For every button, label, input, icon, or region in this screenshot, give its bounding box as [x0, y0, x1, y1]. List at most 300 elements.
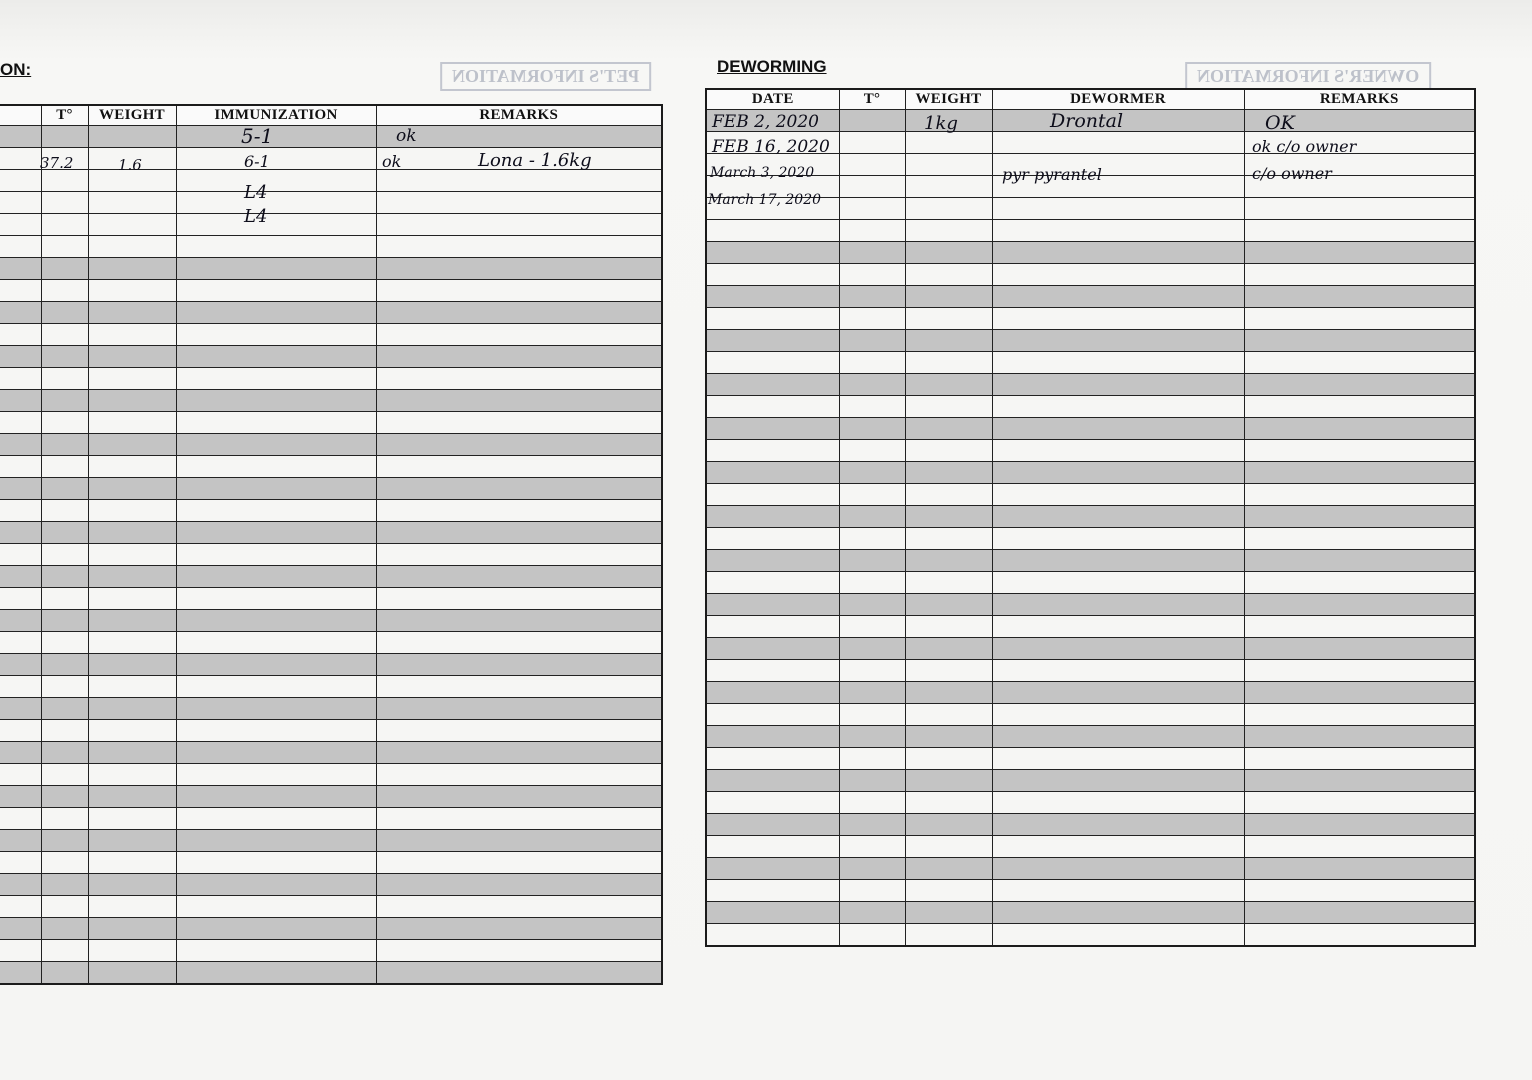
table-cell — [0, 258, 41, 280]
table-cell — [839, 748, 905, 770]
table-cell — [839, 220, 905, 242]
table-row — [0, 720, 662, 742]
table-cell — [176, 676, 376, 698]
table-cell — [41, 302, 88, 324]
table-cell — [905, 418, 992, 440]
table-cell — [839, 506, 905, 528]
table-cell — [88, 214, 176, 236]
table-cell — [992, 440, 1244, 462]
table-cell — [706, 330, 839, 352]
table-cell — [992, 352, 1244, 374]
table-cell — [839, 770, 905, 792]
table-cell — [839, 616, 905, 638]
hw-dew-date-4: March 17, 2020 — [708, 192, 822, 208]
table-cell — [905, 660, 992, 682]
table-cell — [706, 264, 839, 286]
table-cell — [839, 308, 905, 330]
table-cell — [88, 390, 176, 412]
hw-dew-row1-dewormer: Drontal — [1050, 110, 1124, 132]
table-cell — [376, 280, 662, 302]
table-cell — [41, 258, 88, 280]
table-row — [0, 478, 662, 500]
table-cell — [905, 330, 992, 352]
vaccination-header-row — [0, 105, 662, 126]
table-cell — [905, 462, 992, 484]
table-cell — [0, 742, 41, 764]
table-cell — [992, 484, 1244, 506]
table-cell — [88, 698, 176, 720]
table-cell — [992, 748, 1244, 770]
table-cell — [41, 390, 88, 412]
table-cell — [376, 214, 662, 236]
table-cell — [1244, 264, 1475, 286]
table-cell — [41, 346, 88, 368]
table-cell — [0, 148, 41, 170]
table-cell — [0, 808, 41, 830]
table-cell — [0, 720, 41, 742]
table-cell — [376, 896, 662, 918]
table-cell — [992, 682, 1244, 704]
table-cell — [1244, 286, 1475, 308]
table-cell — [839, 836, 905, 858]
table-cell — [992, 462, 1244, 484]
table-cell — [992, 198, 1244, 220]
table-row — [0, 566, 662, 588]
hw-vacc-row4-immunization: L4 — [244, 206, 268, 227]
table-cell — [1244, 594, 1475, 616]
table-row — [706, 374, 1475, 396]
table-cell — [176, 368, 376, 390]
table-row — [706, 264, 1475, 286]
table-cell — [376, 170, 662, 192]
table-cell — [992, 242, 1244, 264]
table-cell — [88, 874, 176, 896]
table-cell — [0, 654, 41, 676]
hw-vacc-row2-remarks-short: ok — [382, 152, 402, 171]
table-cell — [1244, 704, 1475, 726]
table-cell — [839, 396, 905, 418]
table-cell — [88, 676, 176, 698]
table-cell — [41, 918, 88, 940]
table-cell — [88, 346, 176, 368]
table-cell — [839, 550, 905, 572]
table-row — [0, 302, 662, 324]
table-cell — [41, 522, 88, 544]
hw-vacc-row3-immunization: L4 — [244, 182, 268, 203]
table-row — [0, 346, 662, 368]
table-cell — [905, 880, 992, 902]
table-cell — [706, 704, 839, 726]
table-cell — [88, 764, 176, 786]
table-cell — [376, 456, 662, 478]
table-cell — [706, 814, 839, 836]
table-cell — [992, 132, 1244, 154]
table-cell — [1244, 858, 1475, 880]
table-row — [0, 808, 662, 830]
table-cell — [1244, 836, 1475, 858]
table-cell — [992, 638, 1244, 660]
table-cell — [905, 286, 992, 308]
table-cell — [905, 858, 992, 880]
table-cell — [905, 924, 992, 947]
table-cell — [706, 396, 839, 418]
table-cell — [839, 440, 905, 462]
table-row — [706, 352, 1475, 374]
table-cell — [0, 962, 41, 985]
table-cell — [992, 924, 1244, 947]
table-row — [706, 396, 1475, 418]
table-cell — [176, 324, 376, 346]
table-cell — [41, 720, 88, 742]
table-cell — [176, 654, 376, 676]
table-cell — [88, 544, 176, 566]
col-weight: WEIGHT — [88, 105, 176, 126]
table-cell — [706, 374, 839, 396]
table-row — [0, 654, 662, 676]
table-row — [706, 528, 1475, 550]
table-cell — [88, 368, 176, 390]
table-cell — [0, 566, 41, 588]
table-row — [706, 814, 1475, 836]
table-cell — [905, 352, 992, 374]
table-cell — [1244, 528, 1475, 550]
deworming-header-row — [706, 89, 1475, 110]
table-cell — [839, 352, 905, 374]
table-cell — [706, 418, 839, 440]
table-cell — [1244, 726, 1475, 748]
table-row — [0, 742, 662, 764]
table-cell — [376, 808, 662, 830]
vaccination-table — [0, 104, 663, 985]
table-cell — [905, 814, 992, 836]
table-row — [0, 698, 662, 720]
table-cell — [1244, 902, 1475, 924]
table-cell — [706, 550, 839, 572]
table-cell — [905, 176, 992, 198]
vaccination-body — [0, 126, 662, 985]
table-cell — [41, 170, 88, 192]
col-temp: T° — [41, 105, 88, 126]
hw-vacc-row1-remarks: ok — [396, 126, 417, 146]
table-cell — [88, 742, 176, 764]
table-cell — [41, 588, 88, 610]
table-cell — [905, 440, 992, 462]
table-cell — [88, 500, 176, 522]
table-cell — [176, 126, 376, 148]
table-cell — [176, 918, 376, 940]
table-cell — [0, 324, 41, 346]
table-cell — [706, 660, 839, 682]
table-cell — [1244, 330, 1475, 352]
table-cell — [41, 698, 88, 720]
table-cell — [992, 286, 1244, 308]
hw-dew-date-3: March 3, 2020 — [710, 165, 815, 181]
table-cell — [0, 764, 41, 786]
table-cell — [992, 220, 1244, 242]
table-row — [0, 456, 662, 478]
table-cell — [176, 236, 376, 258]
table-row — [0, 632, 662, 654]
table-cell — [1244, 924, 1475, 947]
table-cell — [88, 786, 176, 808]
table-cell — [0, 500, 41, 522]
table-row — [0, 126, 662, 148]
table-row — [0, 588, 662, 610]
table-row — [0, 258, 662, 280]
table-cell — [0, 126, 41, 148]
table-cell — [905, 220, 992, 242]
table-row — [706, 462, 1475, 484]
table-cell — [41, 786, 88, 808]
bleed-owners-information: OWNER'S INFORMATION — [1185, 62, 1431, 91]
table-row — [706, 506, 1475, 528]
table-cell — [41, 896, 88, 918]
table-cell — [839, 418, 905, 440]
table-cell — [1244, 638, 1475, 660]
table-cell — [992, 330, 1244, 352]
table-cell — [41, 126, 88, 148]
table-cell — [839, 462, 905, 484]
table-cell — [706, 528, 839, 550]
table-cell — [0, 918, 41, 940]
table-cell — [176, 412, 376, 434]
table-cell — [706, 506, 839, 528]
table-cell — [992, 726, 1244, 748]
table-cell — [992, 572, 1244, 594]
table-cell — [41, 566, 88, 588]
table-cell — [376, 236, 662, 258]
table-cell — [1244, 748, 1475, 770]
table-cell — [376, 258, 662, 280]
table-row — [0, 434, 662, 456]
table-cell — [0, 434, 41, 456]
table-row — [0, 896, 662, 918]
table-cell — [0, 544, 41, 566]
table-cell — [992, 550, 1244, 572]
table-cell — [88, 940, 176, 962]
table-cell — [176, 544, 376, 566]
table-row — [706, 308, 1475, 330]
table-cell — [706, 462, 839, 484]
table-cell — [176, 280, 376, 302]
table-cell — [376, 610, 662, 632]
table-cell — [376, 654, 662, 676]
table-cell — [839, 704, 905, 726]
table-row — [706, 440, 1475, 462]
table-cell — [41, 214, 88, 236]
table-cell — [176, 720, 376, 742]
table-cell — [88, 962, 176, 985]
table-cell — [41, 808, 88, 830]
table-row — [706, 880, 1475, 902]
table-row — [706, 770, 1475, 792]
table-cell — [88, 280, 176, 302]
hw-vacc-row2-immunization: 6-1 — [244, 152, 270, 171]
table-cell — [992, 264, 1244, 286]
table-cell — [0, 610, 41, 632]
table-cell — [376, 764, 662, 786]
table-cell — [992, 374, 1244, 396]
table-cell — [176, 258, 376, 280]
table-cell — [88, 478, 176, 500]
table-cell — [706, 308, 839, 330]
table-cell — [41, 434, 88, 456]
vaccination-title-fragment: ON: — [0, 60, 32, 79]
hw-dew-date-2: FEB 16, 2020 — [712, 137, 830, 157]
table-cell — [1244, 770, 1475, 792]
table-cell — [376, 544, 662, 566]
table-cell — [41, 236, 88, 258]
table-cell — [176, 390, 376, 412]
table-cell — [0, 676, 41, 698]
table-cell — [905, 770, 992, 792]
table-cell — [706, 726, 839, 748]
table-row — [0, 544, 662, 566]
table-cell — [376, 126, 662, 148]
table-cell — [376, 412, 662, 434]
table-cell — [1244, 616, 1475, 638]
hw-dew-row3-dewormer: pyr pyrantel — [1002, 165, 1102, 184]
table-cell — [1244, 352, 1475, 374]
table-cell — [905, 594, 992, 616]
table-cell — [839, 638, 905, 660]
table-cell — [0, 522, 41, 544]
table-cell — [0, 940, 41, 962]
table-cell — [176, 764, 376, 786]
table-cell — [0, 368, 41, 390]
table-row — [706, 726, 1475, 748]
deworming-table — [705, 88, 1476, 947]
hw-dew-row2-remarks: ok c/o owner — [1252, 137, 1357, 156]
table-row — [706, 330, 1475, 352]
table-cell — [41, 676, 88, 698]
table-row — [706, 924, 1475, 947]
table-cell — [905, 506, 992, 528]
table-cell — [905, 682, 992, 704]
table-cell — [176, 588, 376, 610]
hw-dew-row1-weight: 1kg — [924, 113, 958, 134]
table-cell — [0, 456, 41, 478]
table-cell — [176, 192, 376, 214]
table-cell — [905, 638, 992, 660]
table-cell — [905, 484, 992, 506]
table-cell — [839, 374, 905, 396]
table-cell — [839, 110, 905, 132]
table-cell — [376, 346, 662, 368]
table-cell — [41, 412, 88, 434]
table-cell — [905, 792, 992, 814]
table-cell — [176, 214, 376, 236]
table-cell — [176, 456, 376, 478]
table-row — [706, 594, 1475, 616]
table-cell — [376, 962, 662, 985]
table-cell — [706, 858, 839, 880]
table-cell — [0, 874, 41, 896]
table-cell — [839, 264, 905, 286]
table-cell — [992, 814, 1244, 836]
table-cell — [376, 830, 662, 852]
table-cell — [376, 786, 662, 808]
table-cell — [0, 412, 41, 434]
table-cell — [839, 726, 905, 748]
table-cell — [905, 396, 992, 418]
table-cell — [0, 698, 41, 720]
table-cell — [992, 792, 1244, 814]
table-row — [706, 198, 1475, 220]
table-cell — [0, 588, 41, 610]
table-cell — [376, 390, 662, 412]
table-cell — [905, 374, 992, 396]
table-cell — [376, 478, 662, 500]
table-cell — [992, 616, 1244, 638]
table-cell — [41, 192, 88, 214]
table-cell — [176, 852, 376, 874]
table-cell — [905, 308, 992, 330]
table-cell — [0, 192, 41, 214]
table-cell — [176, 148, 376, 170]
table-cell — [41, 632, 88, 654]
table-cell — [0, 236, 41, 258]
table-cell — [905, 726, 992, 748]
table-cell — [839, 858, 905, 880]
table-cell — [88, 852, 176, 874]
table-cell — [1244, 484, 1475, 506]
table-cell — [0, 390, 41, 412]
table-cell — [88, 918, 176, 940]
table-cell — [706, 440, 839, 462]
table-cell — [1244, 308, 1475, 330]
table-cell — [839, 330, 905, 352]
table-row — [706, 242, 1475, 264]
table-cell — [41, 456, 88, 478]
table-cell — [706, 572, 839, 594]
table-cell — [376, 698, 662, 720]
table-row — [706, 638, 1475, 660]
table-cell — [1244, 374, 1475, 396]
table-row — [0, 280, 662, 302]
table-cell — [992, 902, 1244, 924]
table-cell — [41, 654, 88, 676]
table-cell — [905, 198, 992, 220]
table-cell — [41, 852, 88, 874]
table-cell — [706, 638, 839, 660]
table-cell — [1244, 814, 1475, 836]
table-cell — [992, 880, 1244, 902]
table-cell — [176, 962, 376, 985]
table-row — [0, 962, 662, 985]
table-cell — [176, 346, 376, 368]
table-row — [0, 874, 662, 896]
table-cell — [176, 610, 376, 632]
table-cell — [839, 242, 905, 264]
table-cell — [1244, 198, 1475, 220]
table-row — [706, 484, 1475, 506]
table-cell — [706, 352, 839, 374]
table-cell — [88, 808, 176, 830]
table-cell — [376, 588, 662, 610]
table-cell — [1244, 462, 1475, 484]
table-cell — [905, 836, 992, 858]
table-cell — [0, 478, 41, 500]
hw-vacc-row2-temp: 37.2 — [40, 154, 74, 172]
table-row — [706, 550, 1475, 572]
table-row — [706, 660, 1475, 682]
table-cell — [88, 236, 176, 258]
table-cell — [376, 918, 662, 940]
table-row — [706, 220, 1475, 242]
table-cell — [88, 830, 176, 852]
table-row — [0, 170, 662, 192]
